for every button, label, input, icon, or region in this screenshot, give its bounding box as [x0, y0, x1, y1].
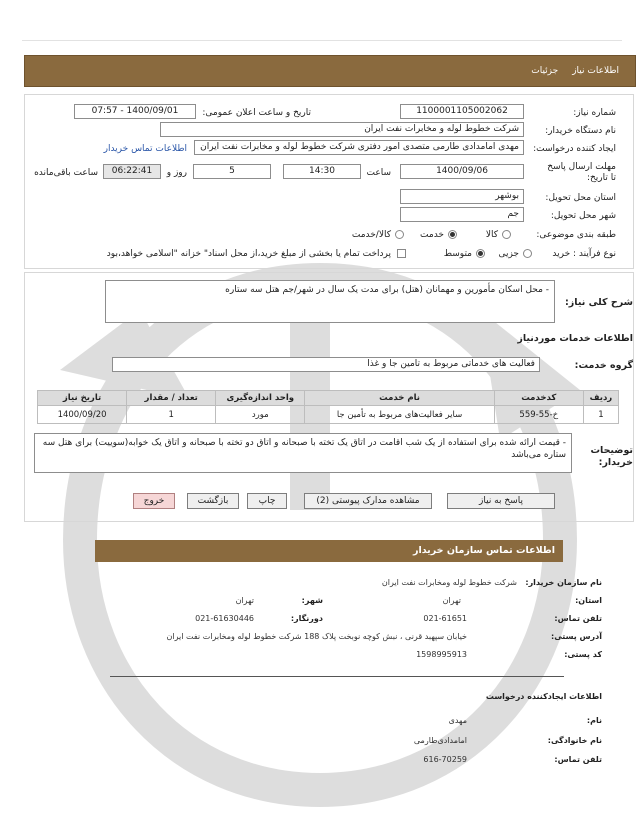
contact-city: تهران: [235, 596, 254, 605]
view-attachments-button[interactable]: مشاهده مدارک پیوستی (2): [304, 493, 432, 509]
category-option-goods-service: کالا/خدمت: [351, 230, 391, 240]
requester-last-name: امامدادی‌طارمی: [413, 736, 467, 745]
cell-need-date: 1400/09/20: [38, 406, 127, 424]
tab-details[interactable]: جزئیات: [531, 66, 559, 76]
process-radio-minor[interactable]: [523, 249, 532, 258]
page-header-bar: [24, 55, 636, 87]
province-label: استان محل تحویل:: [545, 193, 616, 203]
reply-button[interactable]: پاسخ به نیاز: [447, 493, 555, 509]
service-group-label: گروه خدمت:: [574, 360, 633, 371]
buyer-contact-link[interactable]: اطلاعات تماس خریدار: [103, 144, 187, 154]
requester-phone: 616-70259: [423, 755, 467, 764]
table-header-row: [38, 391, 619, 406]
remaining-time-label: ساعت باقی‌مانده: [34, 168, 98, 178]
city-field: جم: [400, 207, 524, 222]
cell-unit: مورد: [216, 406, 305, 424]
requester-phone-label: تلفن تماس:: [554, 755, 602, 764]
services-table: [37, 390, 619, 424]
contact-province: تهران: [442, 596, 461, 605]
contact-divider: [110, 676, 564, 677]
contact-phone-label: تلفن تماس:: [554, 614, 602, 623]
process-label: نوع فرآیند : خرید: [552, 249, 616, 259]
print-button[interactable]: چاپ: [247, 493, 287, 509]
process-option-minor: جزیی: [498, 249, 519, 259]
requester-first-name: مهدی: [448, 716, 467, 725]
requester-first-name-label: نام:: [586, 716, 602, 725]
contact-province-label: استان:: [575, 596, 602, 605]
province-field: بوشهر: [400, 189, 524, 204]
buyer-notes-label: توضیحات خریدار:: [590, 445, 633, 468]
announce-date-label: تاریخ و ساعت اعلان عمومی:: [202, 108, 311, 118]
exit-button[interactable]: خروج: [133, 493, 175, 509]
col-need-date: تاریخ نیاز: [38, 391, 127, 406]
buyer-org-label: نام دستگاه خریدار:: [545, 126, 616, 136]
category-radio-goods-service[interactable]: [395, 230, 404, 239]
col-row: ردیف: [583, 391, 618, 406]
cell-quantity: 1: [127, 406, 216, 424]
back-button[interactable]: بازگشت: [187, 493, 239, 509]
cell-row: 1: [583, 406, 618, 424]
need-number-field: 1100001105002062: [400, 104, 524, 119]
table-row: [38, 406, 619, 424]
contact-section-header: اطلاعات تماس سازمان خریدار: [95, 540, 563, 562]
tab-need-info[interactable]: اطلاعات نیاز: [572, 66, 619, 76]
col-service-code: کدخدمت: [494, 391, 583, 406]
cell-service-name: سایر فعالیت‌های مربوط به تأمین جا: [305, 406, 494, 424]
deadline-date-field: 1400/09/06: [400, 164, 524, 179]
contact-fax: 021-61630446: [195, 614, 254, 623]
contact-address: خیابان سپهبد قرنی ، نبش کوچه نوبخت پلاک 188 شرکت خطوط لوله ومخابرات نفت ایران: [166, 632, 467, 641]
category-radio-service[interactable]: [448, 230, 457, 239]
requester-section-title: اطلاعات ایجادکننده درخواست: [485, 692, 602, 701]
deadline-label: مهلت ارسال پاسخ تا تاریخ:: [547, 162, 616, 183]
contact-phone: 021-61651: [423, 614, 467, 623]
contact-city-label: شهر:: [301, 596, 323, 605]
description-label: شرح کلی نیاز:: [564, 297, 633, 308]
creator-label: ایجاد کننده درخواست:: [533, 144, 616, 154]
description-text: - محل اسکان مأمورین و مهمانان (هتل) برای مدت یک سال در شهر/جم هتل سه ستاره: [105, 280, 555, 323]
days-label: روز و: [166, 168, 187, 178]
contact-buyer-name-label: نام سازمان خریدار:: [525, 578, 602, 587]
need-number-label: شماره نیاز:: [573, 108, 616, 118]
col-quantity: تعداد / مقدار: [127, 391, 216, 406]
top-divider: [22, 40, 622, 41]
process-radio-medium[interactable]: [476, 249, 485, 258]
remaining-time-field: 06:22:41: [103, 164, 161, 179]
services-section-title: اطلاعات خدمات موردنیاز: [517, 333, 633, 344]
buyer-org-field: شرکت خطوط لوله و مخابرات نفت ایران: [160, 122, 524, 137]
contact-postal-label: کد پستی:: [564, 650, 602, 659]
contact-address-label: آدرس پستی:: [551, 632, 602, 641]
category-radio-goods[interactable]: [502, 230, 511, 239]
requester-last-name-label: نام خانوادگی:: [547, 736, 602, 745]
announce-date-field: 1400/09/01 - 07:57: [74, 104, 196, 119]
category-option-goods: کالا: [485, 230, 498, 240]
contact-fax-label: دورنگار:: [290, 614, 323, 623]
payment-checkbox[interactable]: [397, 249, 406, 258]
contact-postal: 1598995913: [416, 650, 467, 659]
payment-text: پرداخت تمام یا بخشی از مبلغ خرید،از محل اسناد" خزانه "اسلامی خواهد،بود: [106, 249, 391, 259]
city-label: شهر محل تحویل:: [550, 211, 616, 221]
category-label: طبقه بندی موضوعی:: [536, 230, 616, 240]
cell-service-code: خ-55-559: [494, 406, 583, 424]
contact-buyer-name: شرکت خطوط لوله ومخابرات نفت ایران: [381, 578, 517, 587]
deadline-time-label: ساعت: [366, 168, 391, 178]
remaining-days-field: 5: [193, 164, 271, 179]
col-unit: واحد اندازه‌گیری: [216, 391, 305, 406]
need-info-panel: [24, 94, 634, 269]
process-option-medium: متوسط: [443, 249, 472, 259]
service-group-field: فعالیت های خدماتی مربوط به تامین جا و غذا: [112, 357, 540, 372]
buyer-notes-text: - قیمت ارائه شده برای استفاده از یک شب اقامت در اتاق یک تخته با صبحانه و اتاق دو تخته با صبحانه و اتاق یک خوابه(سوییت) برای هتل سه ستاره می‌باشد: [34, 433, 572, 473]
category-option-service: خدمت: [420, 230, 444, 240]
creator-field: مهدی امامدادی طارمی متصدی امور دفتری شرکت خطوط لوله و مخابرات نفت ایران: [194, 140, 524, 155]
col-service-name: نام خدمت: [305, 391, 494, 406]
deadline-time-field: 14:30: [283, 164, 361, 179]
